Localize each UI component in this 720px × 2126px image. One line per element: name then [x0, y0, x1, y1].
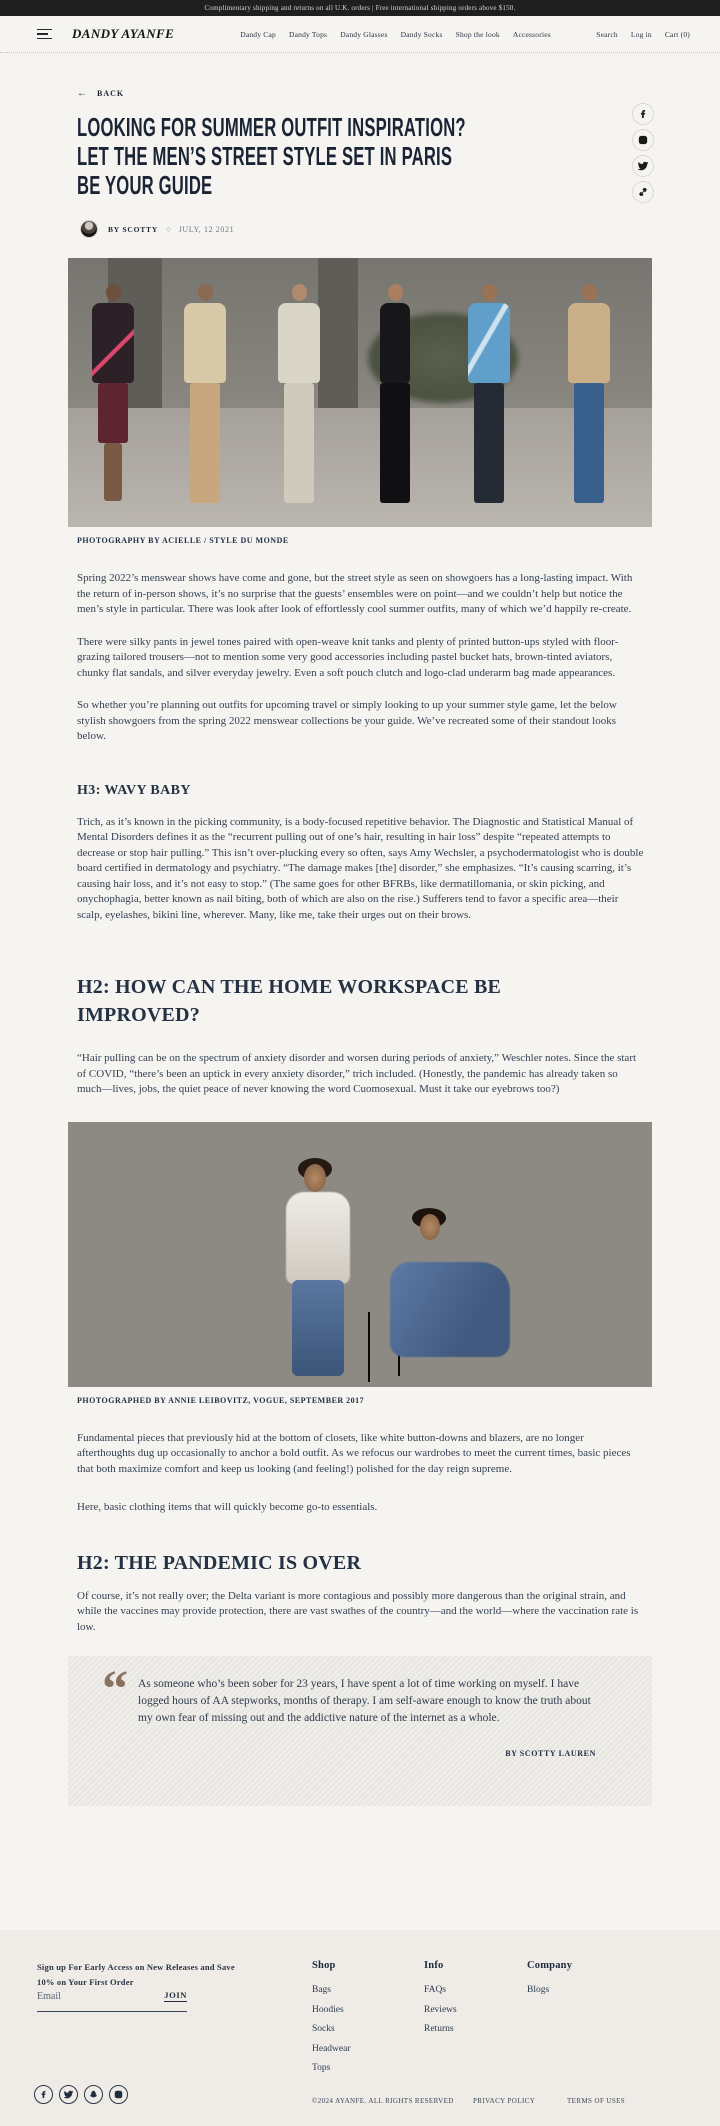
nav-dandy-cap[interactable]: Dandy Cap: [240, 29, 276, 39]
back-label: BACK: [97, 89, 125, 98]
footer-twitter-icon[interactable]: [59, 2085, 78, 2104]
footer-link-returns[interactable]: Returns: [424, 2024, 454, 2034]
title-line-2: LET THE MEN’S STREET STYLE SET IN PARIS: [77, 141, 453, 171]
share-instagram-icon[interactable]: [632, 129, 654, 151]
share-twitter-icon[interactable]: [632, 155, 654, 177]
terms-link[interactable]: TERMS OF USES: [567, 2097, 626, 2105]
footer-columns: [312, 1960, 639, 2079]
footer-column-title: Company: [527, 1960, 573, 1971]
paragraph-pandemic: Of course, it’s not really over; the Delta variant is more contagious and possibly more dangerous than the original strain, and while the vaccines may provide protection, there are vast swathes of the country—and the world—where the vaccination rate is low.: [77, 1589, 639, 1633]
share-facebook-icon[interactable]: [632, 103, 654, 125]
paragraph-intro-2: There were silky pants in jewel tones paired with open-weave knit tanks and plenty of printed button-ups styled with floor-grazing tailored trousers—not to mention some very good accessories including pastel bucket hats, brown-tinted aviators, chunky flat sandals, and silver everyday jewelry. Even a soft pouch clutch and logo-clad underarm bag made appearances.: [77, 635, 619, 679]
author-name: BY SCOTTY: [108, 224, 159, 234]
footer-link-socks[interactable]: Socks: [312, 2024, 335, 2034]
share-icons: [632, 103, 654, 203]
paragraph-basics-2: Here, basic clothing items that will quickly become go-to essentials.: [77, 1501, 378, 1513]
footer-column-company: [527, 1960, 639, 2079]
title-line-1: LOOKING FOR SUMMER OUTFIT INSPIRATION?: [77, 112, 466, 142]
back-arrow-icon: ←: [77, 88, 88, 99]
article-photo-leibovitz: [68, 1122, 652, 1387]
heading-pandemic: H2: THE PANDEMIC IS OVER: [77, 1551, 362, 1574]
footer-link-tops[interactable]: Tops: [312, 2063, 331, 2073]
photo2-caption: PHOTOGRAPHED BY ANNIE LEIBOVITZ, VOGUE, SEPTEMBER 2017: [77, 1395, 365, 1405]
join-button[interactable]: JOIN: [164, 1990, 187, 2000]
newsletter-form: [37, 1990, 187, 2012]
footer-link-blogs[interactable]: Blogs: [527, 1985, 550, 1995]
footer-column-info: [424, 1960, 527, 2079]
heading-home-workspace: H2: HOW CAN THE HOME WORKSPACE BE IMPROVED?: [77, 976, 502, 1026]
header-actions: [596, 30, 690, 39]
footer-snapchat-icon[interactable]: [84, 2085, 103, 2104]
footer-link-hoodies[interactable]: Hoodies: [312, 2004, 344, 2015]
quote-attribution: BY SCOTTY LAUREN: [505, 1749, 596, 1758]
nav-dandy-glasses[interactable]: Dandy Glasses: [340, 29, 388, 39]
site-header: [0, 16, 720, 53]
nav-shop-the-look[interactable]: Shop the look: [455, 29, 500, 39]
nav-accessories[interactable]: Accessories: [512, 29, 551, 39]
byline-separator-icon: ◇: [166, 226, 171, 233]
cart-link[interactable]: Cart (0): [664, 29, 690, 39]
footer-link-headwear[interactable]: Headwear: [312, 2043, 351, 2054]
title-line-3: BE YOUR GUIDE: [77, 170, 213, 200]
article-photo-street-style: [68, 258, 652, 527]
article-title: [77, 113, 652, 200]
quote-text: As someone who’s been sober for 23 years, I have spent a lot of time working on myself. I have logged hours of AA stepworks, months of therapy. I am self-aware enough to know the truth about my own fear of missing out and the addictive nature of the internet as a whole.: [138, 1678, 591, 1724]
menu-icon[interactable]: [37, 29, 52, 40]
search-link[interactable]: Search: [596, 29, 618, 39]
copyright-text: ©2024 AYANFE. ALL RIGHTS RESERVED: [312, 2097, 454, 2105]
footer-facebook-icon[interactable]: [34, 2085, 53, 2104]
email-input[interactable]: [37, 1991, 132, 2002]
footer-socials: [34, 2085, 128, 2104]
paragraph-wavy-baby: Trich, as it’s known in the picking community, is a body-focused repetitive behavior. The Diagnostic and Statistical Manual of Mental Disorders defines it as the “recurrent pulling out of one’s hair, resulting in hair loss” despite “repeated attempts to decrease or stop hair pulling.” This isn’t over-plucking every so often, says Amy Wechsler, a psychodermatologist who is double board certified in dermatology and psychiatry. “The damage makes [the] disorder,” she emphasizes. “It’s causing scarring, it’s causing hair loss, and it’s not easy to stop.” (The same goes for other BFRBs, like dermatillomania, or skin picking, and onychophagia, better known as nail biting, both of which are also on the rise.) Sufferers tend to favor a specific area—their scalp, eyelashes, bikini line, wherever. Many, like me, take their urges out on their brows.: [77, 815, 644, 921]
heading-wavy-baby: H3: WAVY BABY: [77, 782, 191, 798]
footer-column-title: Info: [424, 1960, 444, 1971]
footer-column-shop: [312, 1960, 424, 2079]
footer-instagram-icon[interactable]: [109, 2085, 128, 2104]
login-link[interactable]: Log in: [630, 29, 652, 39]
paragraph-intro-1: Spring 2022’s menswear shows have come and gone, but the street style as seen on showgoers has a long-lasting impact. With the return of in-person shows, it’s no surprise that the guests’ ensembles were on point—and we couldn’t help but notice the men’s style in particular. There was look after look of effortlessly cool summer outfits, many of which we’d happily re-create.: [77, 572, 633, 615]
privacy-policy-link[interactable]: PRIVACY POLICY: [473, 2097, 536, 2105]
pull-quote: [68, 1656, 652, 1806]
paragraph-home-workspace: “Hair pulling can be on the spectrum of anxiety disorder and worsen during periods of anxiety,” Weschler notes. Since the start of COVID, “there’s been an uptick in every anxiety disorder,” trich included. (Honestly, the pandemic has already taken so much—lives, jobs, the quiet peace of never knowing the word Cuomosexual. Must it take our eyebrows too?): [77, 1052, 637, 1095]
photo1-caption: PHOTOGRAPHY BY ACIELLE / STYLE DU MONDE: [77, 536, 289, 545]
site-logo[interactable]: DANDY AYANFE: [72, 26, 175, 41]
announcement-text: Complimentary shipping and returns on all U.K. orders | Free international shipping orders above $150.: [204, 4, 516, 12]
nav-dandy-tops[interactable]: Dandy Tops: [288, 29, 328, 39]
author-avatar: [80, 220, 98, 238]
main-nav: [240, 30, 551, 39]
footer-column-title: Shop: [312, 1960, 336, 1971]
share-link-icon[interactable]: [632, 181, 654, 203]
announcement-bar: [0, 0, 720, 16]
site-footer: [0, 1930, 720, 2126]
publish-date: JULY, 12 2021: [178, 224, 235, 234]
paragraph-basics-1: Fundamental pieces that previously hid at the bottom of closets, like white button-downs and blazers, are no longer afterthoughts dug up occasionally to anchor a bold outfit. As we refocus our wardrobes to meet the current times, basic pieces that both maximize comfort and keep us looking (and feeling!) polished for the day reign supreme.: [77, 1431, 631, 1475]
newsletter-signup-text: Sign up For Early Access on New Releases and Save 10% on Your First Order: [37, 1962, 235, 1987]
byline: [80, 220, 652, 238]
quote-mark-icon: “: [102, 1661, 128, 1718]
article: [68, 53, 652, 1806]
footer-link-faqs[interactable]: FAQs: [424, 1985, 446, 1995]
back-button[interactable]: [77, 88, 124, 99]
footer-link-bags[interactable]: Bags: [312, 1985, 331, 1995]
paragraph-intro-3: So whether you’re planning out outfits for upcoming travel or simply looking to up your summer style game, let the below stylish showgoers from the spring 2022 menswear collections be your guide. We’ve recreated some of their standout looks below.: [77, 699, 617, 742]
nav-dandy-socks[interactable]: Dandy Socks: [400, 29, 443, 39]
footer-link-reviews[interactable]: Reviews: [424, 2004, 457, 2015]
